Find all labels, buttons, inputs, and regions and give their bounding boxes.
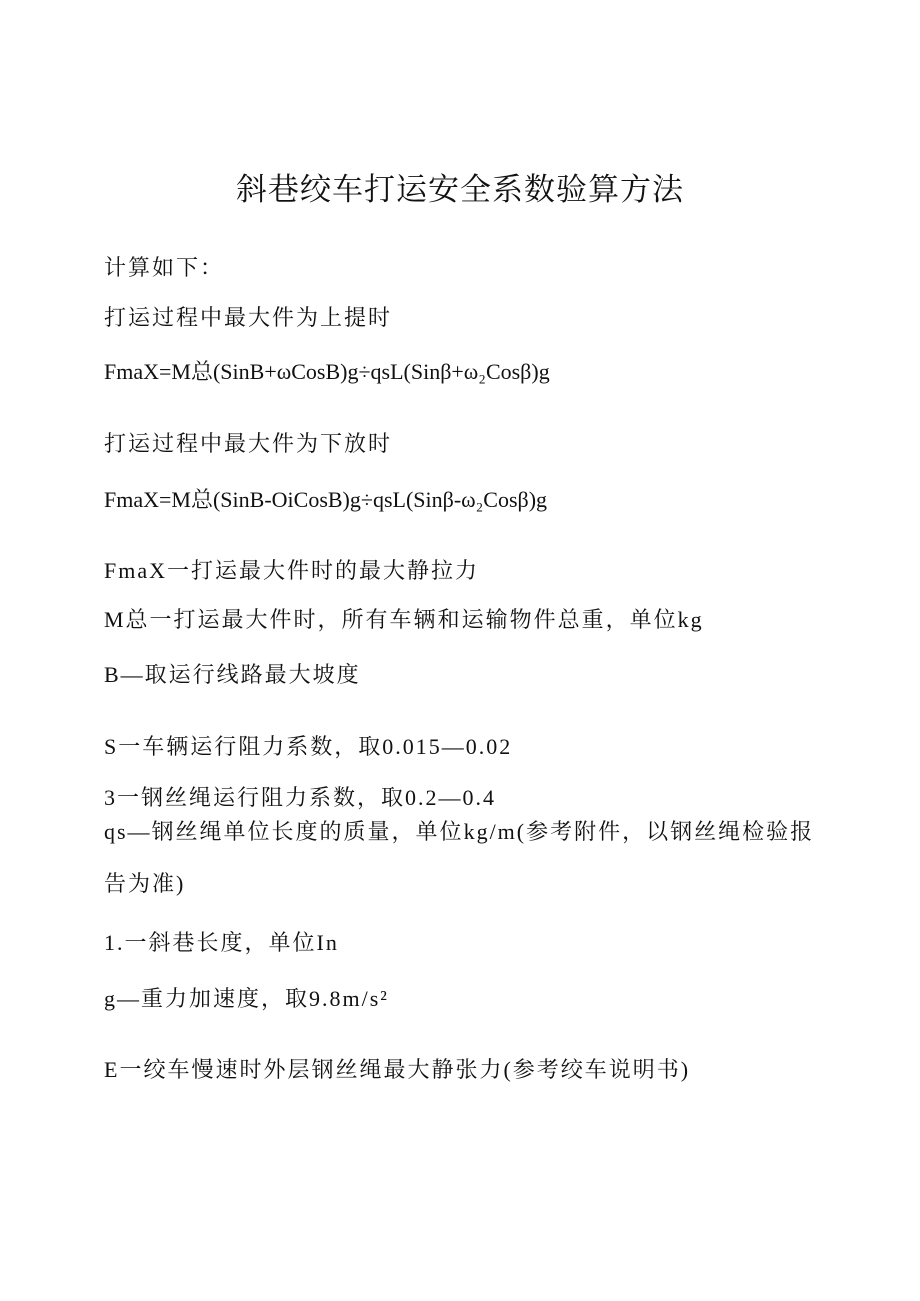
text-line-lift-case: 打运过程中最大件为上提时	[104, 305, 393, 330]
formula-lift: FmaX=M总(SinB+ωCosB)g÷qsL(Sinβ+ω₂Cosβ)g	[104, 359, 550, 384]
text-line-lower-case: 打运过程中最大件为下放时	[104, 431, 393, 456]
formula-lower: FmaX=M总(SinB-OiCosB)g÷qsL(Sinβ-ω₂Cosβ)g	[104, 487, 548, 512]
definition-e: E一绞车慢速时外层钢丝绳最大静张力(参考绞车说明书)	[104, 1057, 691, 1082]
definition-g: g—重力加速度，取9.8m/s²	[104, 986, 389, 1011]
definition-s: S一车辆运行阻力系数，取0.015—0.02	[104, 734, 513, 759]
definition-b: B—取运行线路最大坡度	[104, 662, 361, 687]
definition-m-total: M总一打运最大件时，所有车辆和运输物件总重，单位kg	[104, 607, 704, 632]
document-title: 斜巷绞车打运安全系数验算方法	[236, 172, 684, 208]
definition-l: 1.一斜巷长度，单位In	[104, 930, 339, 955]
definition-3: 3一钢丝绳运行阻力系数，取0.2—0.4	[104, 785, 497, 810]
text-line-intro: 计算如下：	[104, 255, 225, 280]
definition-qs: qs—钢丝绳单位长度的质量，单位kg/m(参考附件，以钢丝绳检验报告为准)	[104, 819, 815, 896]
definition-fmax: FmaX一打运最大件时的最大静拉力	[104, 558, 480, 583]
